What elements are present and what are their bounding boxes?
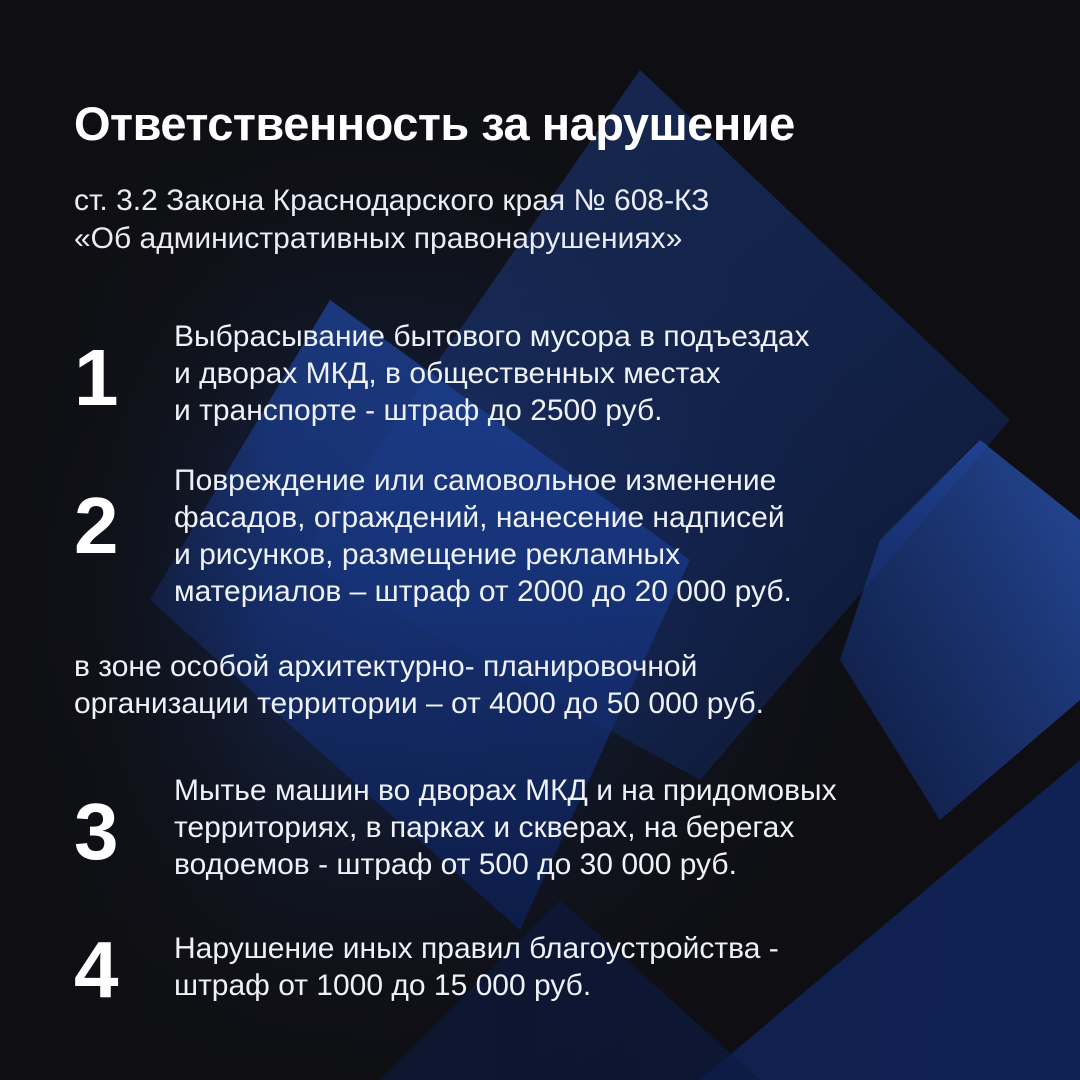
- page-title: Ответственность за нарушение: [74, 97, 795, 150]
- violation-text-line: и рисунков, размещение рекламных: [174, 538, 681, 571]
- violation-text-line: водоемов - штраф от 500 до 30 000 руб.: [174, 848, 737, 881]
- violation-text-line: Выбрасывание бытового мусора в подъездах: [174, 320, 810, 353]
- violation-text: [174, 318, 810, 429]
- law-reference: [74, 182, 709, 258]
- violation-text-line: и дворах МКД, в общественных местах: [174, 357, 721, 390]
- violation-text-line: материалов – штраф от 2000 до 20 000 руб.: [174, 575, 792, 608]
- violation-text-line: Мытье машин во дворах МКД и на придомовых: [174, 774, 837, 807]
- law-reference-line-1: ст. 3.2 Закона Краснодарского края № 608-КЗ: [74, 184, 710, 217]
- violation-number: 1: [74, 333, 119, 422]
- violation-number: 2: [74, 481, 119, 570]
- special-zone-note: [74, 648, 764, 722]
- law-reference-line-2: «Об административных правонарушениях»: [74, 222, 683, 255]
- violation-text: [174, 462, 792, 610]
- violation-text: [174, 930, 779, 1004]
- note-line-1: в зоне особой архитектурно- планировочной: [74, 650, 698, 683]
- violation-number: 3: [74, 787, 119, 876]
- violation-text-line: и транспорте - штраф до 2500 руб.: [174, 394, 663, 427]
- violation-text-line: Нарушение иных правил благоустройства -: [174, 932, 779, 965]
- violation-text-line: штраф от 1000 до 15 000 руб.: [174, 969, 592, 1002]
- violation-text-line: фасадов, ограждений, нанесение надписей: [174, 501, 785, 534]
- violation-number: 4: [74, 925, 119, 1014]
- violation-text: [174, 772, 837, 883]
- violation-text-line: территориях, в парках и скверах, на берегах: [174, 811, 795, 844]
- violation-text-line: Повреждение или самовольное изменение: [174, 464, 777, 497]
- note-line-2: организации территории – от 4000 до 50 000 руб.: [74, 687, 764, 720]
